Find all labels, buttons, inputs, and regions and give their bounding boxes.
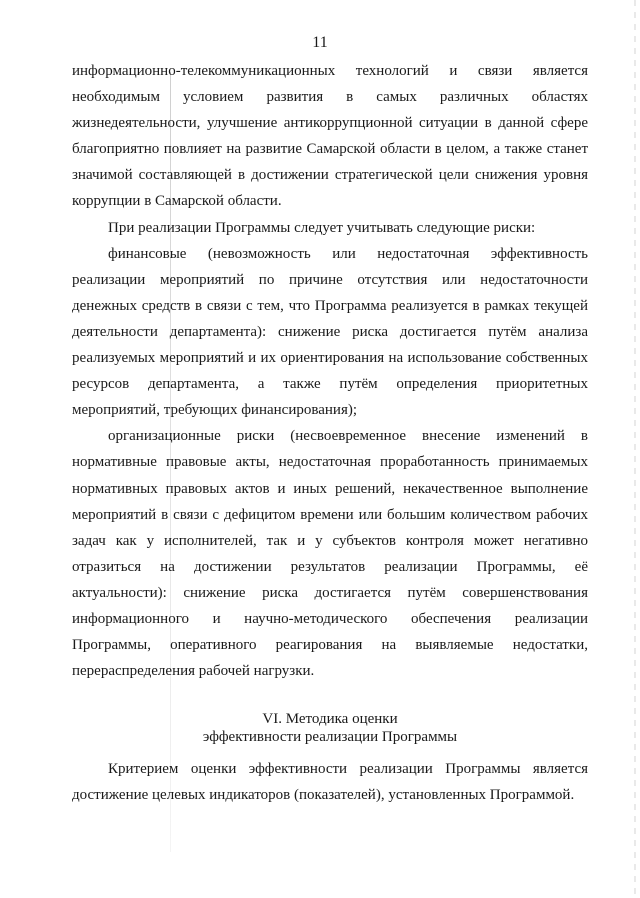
- paragraph-organizational-risks: организационные риски (несвоевременное внесение изменений в нормативные правовые акты, недостаточная проработанность принимаемых нормативных правовых актов и иных решений, некачественное выполнение мероприятий в связи с дефицитом времени или большим количеством рабочих задач как у исполнителей, так и у субъектов контроля может негативно отразиться на достижении результатов реализации Программы, её актуальности): снижение риска достигается путём совершенствования информационного и научно-методического обеспечения реализации Программы, оперативного реагирования на выявляемые недостатки, перераспределения рабочей нагрузки.: [72, 428, 588, 680]
- section-heading-line2: эффективности реализации Программы: [202, 729, 458, 746]
- section-heading-line1: VI. Методика оценки: [262, 711, 398, 728]
- page-number: 11: [312, 34, 328, 51]
- paragraph-evaluation-criterion: Критерием оценки эффективности реализации Программы является достижение целевых индикаторов (показателей), установленных Программой.: [72, 761, 588, 804]
- paragraph-financial-risks: финансовые (невозможность или недостаточная эффективность реализации мероприятий по причине отсутствия или недостаточности денежных средств в связи с тем, что Программа реализуется в рамках текущей деятельности департамента): снижение риска достигается путём анализа реализуемых мероприятий и их ориентирования на использование собственных ресурсов департамента, а также путём определения приоритетных мероприятий, требующих финансирования);: [72, 245, 588, 419]
- section-heading: [72, 710, 588, 746]
- scan-edge-artifact: [634, 0, 636, 898]
- document-body: [72, 58, 588, 808]
- paragraph-continuation: информационно-телекоммуникационных технологий и связи является необходимым условием развития в самых различных областях жизнедеятельности, улучшение антикоррупционной ситуации в данной сфере благоприятно повлияет на развитие Самарской области в целом, а также станет значимой составляющей в достижении стратегической цели снижения уровня коррупции в Самарской области.: [72, 63, 588, 210]
- paragraph-risks-intro: При реализации Программы следует учитывать следующие риски:: [108, 219, 536, 236]
